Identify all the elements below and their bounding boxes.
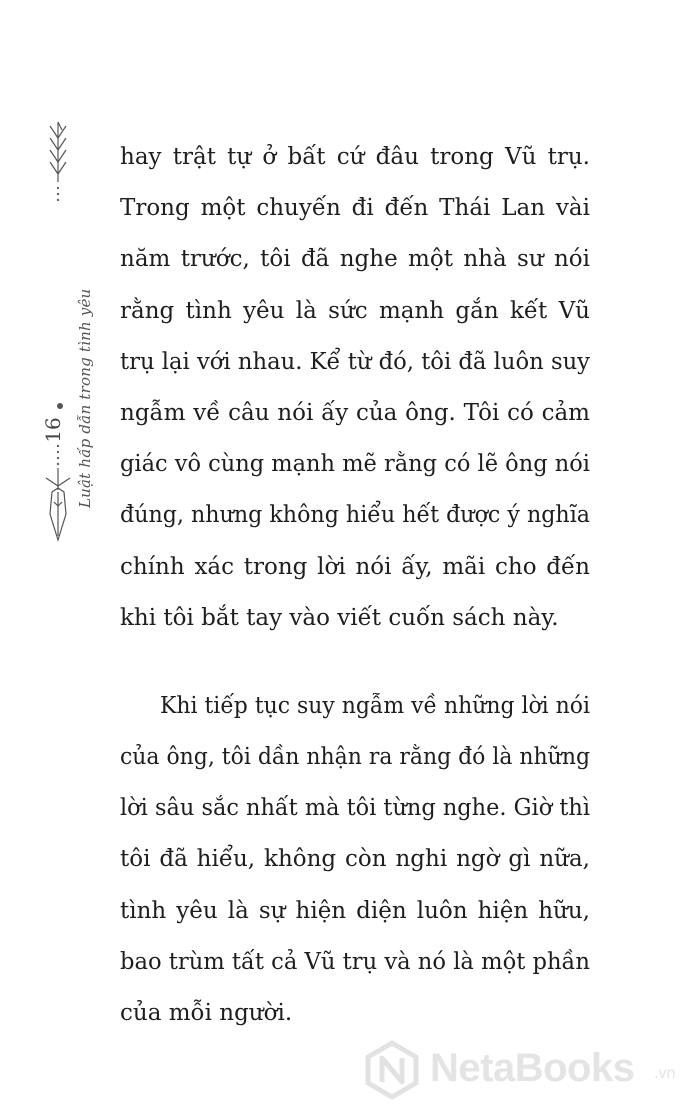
text-line: rằng tình yêu là sức mạnh gắn kết Vũ [120,297,590,324]
running-header [28,116,94,556]
text-line: tôi đã hiểu, không còn nghi ngờ gì nữa, [120,846,590,873]
text-line: năm trước, tôi đã nghe một nhà sư nói [120,246,590,273]
watermark-suffix: .vn [654,1065,676,1082]
text-line: hay trật tự ở bất cứ đâu trong Vũ trụ. [120,144,590,170]
text-line: Trong một chuyến đi đến Thái Lan vài [120,195,590,222]
body-text [120,132,590,1039]
text-line: tình yêu là sự hiện diện luôn hiện hữu, [120,897,590,924]
netabooks-logo-icon [362,1040,422,1100]
text-line: đúng, nhưng không hiểu hết được ý nghĩa [120,502,590,529]
paragraph [120,132,590,644]
watermark-brand: NetaBooks [430,1046,635,1090]
running-header-title: Luật hấp dẫn trong tình yêu [76,288,94,508]
text-line: trụ lại với nhau. Kể từ đó, tôi đã luôn suy [120,348,590,375]
text-line: Khi tiếp tục suy ngẫm về những lời nói [160,692,590,719]
watermark [362,1040,692,1100]
text-line: bao trùm tất cả Vũ trụ và nó là một phần [120,948,590,975]
text-line: của mỗi người. [120,1000,293,1026]
paragraph [120,681,590,1039]
page-number: 16 [41,417,65,443]
text-line: khi tôi bắt tay vào viết cuốn sách này. [120,604,559,631]
text-line: lời sâu sắc nhất mà tôi từng nghe. Giờ thì [120,795,590,822]
text-line: ngẫm về câu nói ấy của ông. Tôi có cảm [120,399,590,426]
text-line: giác vô cùng mạnh mẽ rằng có lẽ ông nói [120,451,590,478]
text-line: của ông, tôi dần nhận ra rằng đó là những [120,744,590,771]
text-line: chính xác trong lời nói ấy, mãi cho đến [120,553,590,580]
